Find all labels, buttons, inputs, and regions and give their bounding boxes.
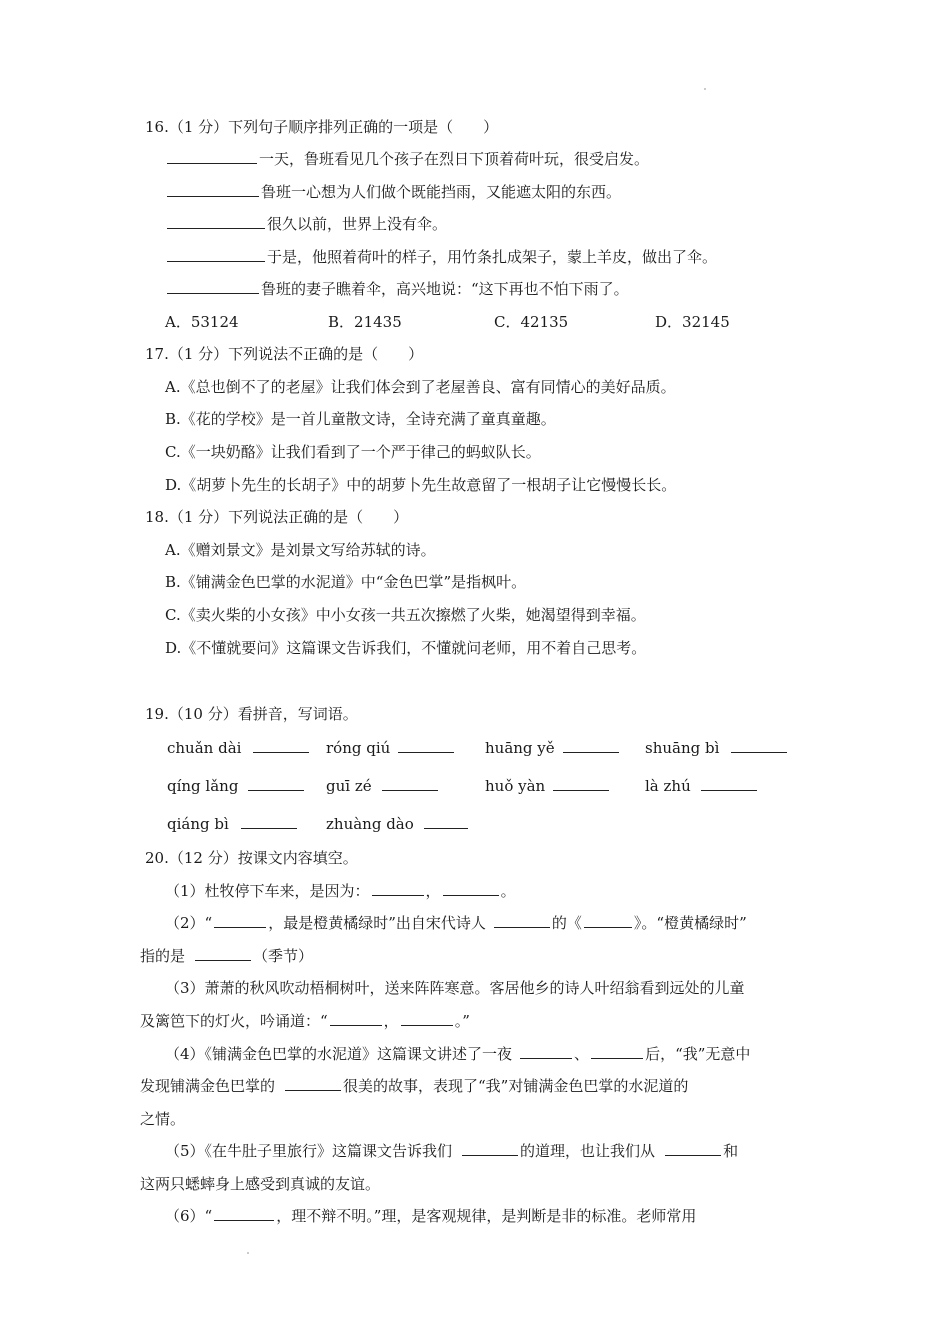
answer-blank[interactable] bbox=[167, 149, 257, 164]
q19-row-3 bbox=[0, 814, 950, 836]
pinyin-item: chuǎn dài bbox=[167, 738, 311, 758]
q16-option-a[interactable]: A．53124 bbox=[165, 313, 239, 331]
answer-blank[interactable] bbox=[591, 1044, 643, 1059]
answer-blank[interactable] bbox=[167, 247, 265, 262]
pinyin-item: zhuàng dào bbox=[326, 814, 470, 834]
scan-speck bbox=[704, 88, 706, 90]
q16-sentence-2: 鲁班一心想为人们做个既能挡雨，又能遮太阳的东西。 bbox=[165, 182, 621, 202]
pinyin-item: qíng lǎng bbox=[167, 776, 306, 796]
pinyin-item: shuāng bì bbox=[645, 738, 789, 758]
answer-blank[interactable] bbox=[382, 776, 438, 791]
answer-blank[interactable] bbox=[167, 182, 259, 197]
q20-part-4-cont: 发现铺满金色巴掌的 很美的故事，表现了“我”对铺满金色巴掌的水泥道的 bbox=[140, 1077, 689, 1095]
answer-blank[interactable] bbox=[330, 1011, 382, 1026]
q16-stem: 16.（1 分）下列句子顺序排列正确的一项是（ ） bbox=[145, 118, 499, 136]
q20-stem: 20.（12 分）按课文内容填空。 bbox=[145, 849, 358, 867]
pinyin-item: róng qiú bbox=[326, 738, 456, 758]
answer-blank[interactable] bbox=[241, 814, 297, 829]
answer-blank[interactable] bbox=[665, 1141, 721, 1156]
q16-sentence-1: 一天，鲁班看见几个孩子在烈日下顶着荷叶玩，很受启发。 bbox=[165, 149, 649, 169]
answer-blank[interactable] bbox=[167, 214, 265, 229]
scan-speck bbox=[247, 1252, 249, 1254]
q20-part-3: （3）萧萧的秋风吹动梧桐树叶，送来阵阵寒意。客居他乡的诗人叶绍翁看到远处的儿童 bbox=[165, 979, 745, 997]
answer-blank[interactable] bbox=[253, 738, 309, 753]
answer-blank[interactable] bbox=[731, 738, 787, 753]
pinyin-item: guī zé bbox=[326, 776, 440, 796]
q17-option-a[interactable]: A.《总也倒不了的老屋》让我们体会到了老屋善良、富有同情心的美好品质。 bbox=[165, 378, 676, 396]
answer-blank[interactable] bbox=[701, 776, 757, 791]
q17-option-d[interactable]: D.《胡萝卜先生的长胡子》中的胡萝卜先生故意留了一根胡子让它慢慢长长。 bbox=[165, 476, 677, 494]
q18-option-b[interactable]: B.《铺满金色巴掌的水泥道》中“金色巴掌”是指枫叶。 bbox=[165, 573, 527, 591]
q16-sentence-4: 于是，他照着荷叶的样子，用竹条扎成架子，蒙上羊皮，做出了伞。 bbox=[165, 247, 717, 267]
answer-blank[interactable] bbox=[167, 279, 259, 294]
answer-blank[interactable] bbox=[248, 776, 304, 791]
q16-sentence-5: 鲁班的妻子瞧着伞，高兴地说：“这下再也不怕下雨了。 bbox=[165, 279, 629, 299]
q20-part-4-end: 之情。 bbox=[140, 1110, 186, 1128]
answer-blank[interactable] bbox=[214, 1206, 274, 1221]
answer-blank[interactable] bbox=[398, 738, 454, 753]
q20-part-3-cont: 及篱笆下的灯火，吟诵道：“ ， 。” bbox=[140, 1012, 470, 1030]
q18-option-d[interactable]: D.《不懂就要问》这篇课文告诉我们，不懂就问老师，用不着自己思考。 bbox=[165, 639, 647, 657]
answer-blank[interactable] bbox=[424, 814, 468, 829]
q18-option-a[interactable]: A.《赠刘景文》是刘景文写给苏轼的诗。 bbox=[165, 541, 436, 559]
pinyin-item: qiáng bì bbox=[167, 814, 299, 834]
q19-row-2 bbox=[0, 776, 950, 798]
answer-blank[interactable] bbox=[195, 946, 251, 961]
q20-part-6: （6）“ ，理不辩不明。”理，是客观规律，是判断是非的标准。老师常用 bbox=[165, 1207, 697, 1225]
q20-part-2-cont: 指的是 （季节） bbox=[140, 947, 314, 965]
answer-blank[interactable] bbox=[443, 881, 499, 896]
answer-blank[interactable] bbox=[372, 881, 424, 896]
q19-stem: 19.（10 分）看拼音，写词语。 bbox=[145, 705, 358, 723]
pinyin-item: huāng yě bbox=[485, 738, 621, 758]
answer-blank[interactable] bbox=[494, 913, 550, 928]
q17-stem: 17.（1 分）下列说法不正确的是（ ） bbox=[145, 345, 424, 363]
q17-option-c[interactable]: C.《一块奶酪》让我们看到了一个严于律己的蚂蚁队长。 bbox=[165, 443, 541, 461]
q16-sentence-3: 很久以前，世界上没有伞。 bbox=[165, 214, 447, 234]
answer-blank[interactable] bbox=[462, 1141, 518, 1156]
answer-blank[interactable] bbox=[285, 1076, 341, 1091]
q18-stem: 18.（1 分）下列说法正确的是（ ） bbox=[145, 508, 409, 526]
answer-blank[interactable] bbox=[563, 738, 619, 753]
pinyin-item: huǒ yàn bbox=[485, 776, 611, 796]
q16-option-b[interactable]: B．21435 bbox=[328, 313, 402, 331]
answer-blank[interactable] bbox=[214, 913, 266, 928]
answer-blank[interactable] bbox=[553, 776, 609, 791]
q17-option-b[interactable]: B.《花的学校》是一首儿童散文诗，全诗充满了童真童趣。 bbox=[165, 410, 556, 428]
answer-blank[interactable] bbox=[401, 1011, 453, 1026]
answer-blank[interactable] bbox=[584, 913, 632, 928]
q16-option-c[interactable]: C．42135 bbox=[494, 313, 569, 331]
q20-part-1: （1）杜牧停下车来，是因为： ， 。 bbox=[165, 882, 516, 900]
q20-part-2: （2）“ ，最是橙黄橘绿时”出自宋代诗人 的《 》。“橙黄橘绿时” bbox=[165, 914, 747, 932]
q20-part-4: （4）《铺满金色巴掌的水泥道》这篇课文讲述了一夜 、 后，“我”无意中 bbox=[165, 1045, 751, 1063]
q20-part-5-cont: 这两只蟋蟀身上感受到真诚的友谊。 bbox=[140, 1175, 381, 1193]
q16-option-d[interactable]: D．32145 bbox=[655, 313, 730, 331]
q19-row-1 bbox=[0, 738, 950, 760]
answer-blank[interactable] bbox=[520, 1044, 572, 1059]
q20-part-5: （5）《在牛肚子里旅行》这篇课文告诉我们 的道理，也让我们从 和 bbox=[165, 1142, 739, 1160]
q18-option-c[interactable]: C.《卖火柴的小女孩》中小女孩一共五次擦燃了火柴，她渴望得到幸福。 bbox=[165, 606, 646, 624]
pinyin-item: là zhú bbox=[645, 776, 759, 796]
